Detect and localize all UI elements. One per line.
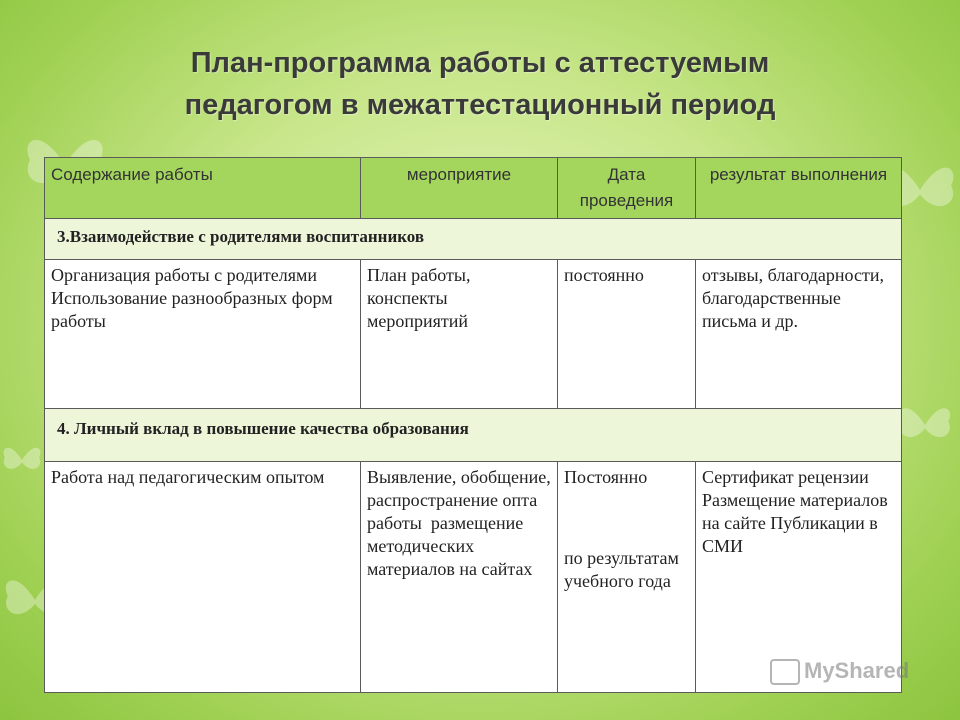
header-content: Содержание работы: [45, 158, 361, 219]
table-row: [45, 260, 902, 409]
title-line-1: План-программа работы с аттестуемым: [190, 47, 770, 79]
row1-content: Организация работы с родителями Использование разнообразных форм работы: [45, 260, 361, 409]
section-4-title: 4. Личный вклад в повышение качества образования: [45, 409, 902, 462]
section-row: [45, 409, 902, 462]
header-date: Дата проведения: [558, 158, 696, 219]
row2-event-extra: размещение методических материалов на сайтах: [367, 513, 533, 579]
plan-table: [44, 157, 902, 693]
watermark: [770, 658, 909, 685]
section-row: [45, 219, 902, 260]
header-result: результат выполнения: [696, 158, 902, 219]
butterfly-decoration-icon: [895, 390, 955, 460]
presentation-icon: [770, 659, 800, 685]
row2-event: [361, 462, 558, 693]
watermark-text: MyShared: [804, 658, 910, 683]
row2-result: Сертификат рецензии Размещение материалов на сайте Публикации в СМИ: [696, 462, 902, 693]
table-header-row: [45, 158, 902, 219]
header-event: мероприятие: [361, 158, 558, 219]
title-line-2: педагогом в межаттестационный период: [184, 89, 776, 121]
row1-result: отзывы, благодарности, благодарственные письма и др.: [696, 260, 902, 409]
page-title: [0, 42, 960, 126]
row2-date-line2: по результатам учебного года: [564, 548, 679, 591]
butterfly-decoration-icon: [0, 420, 44, 500]
row2-event-main: Выявление, обобщение, распространение опта работы: [367, 467, 551, 533]
row1-event: План работы, конспекты мероприятий: [361, 260, 558, 409]
row1-date: постоянно: [558, 260, 696, 409]
row2-date-line1: Постоянно: [564, 467, 648, 487]
row2-content: Работа над педагогическим опытом: [45, 462, 361, 693]
section-3-title: 3.Взаимодействие с родителями воспитанников: [45, 219, 902, 260]
row2-date: [558, 462, 696, 693]
